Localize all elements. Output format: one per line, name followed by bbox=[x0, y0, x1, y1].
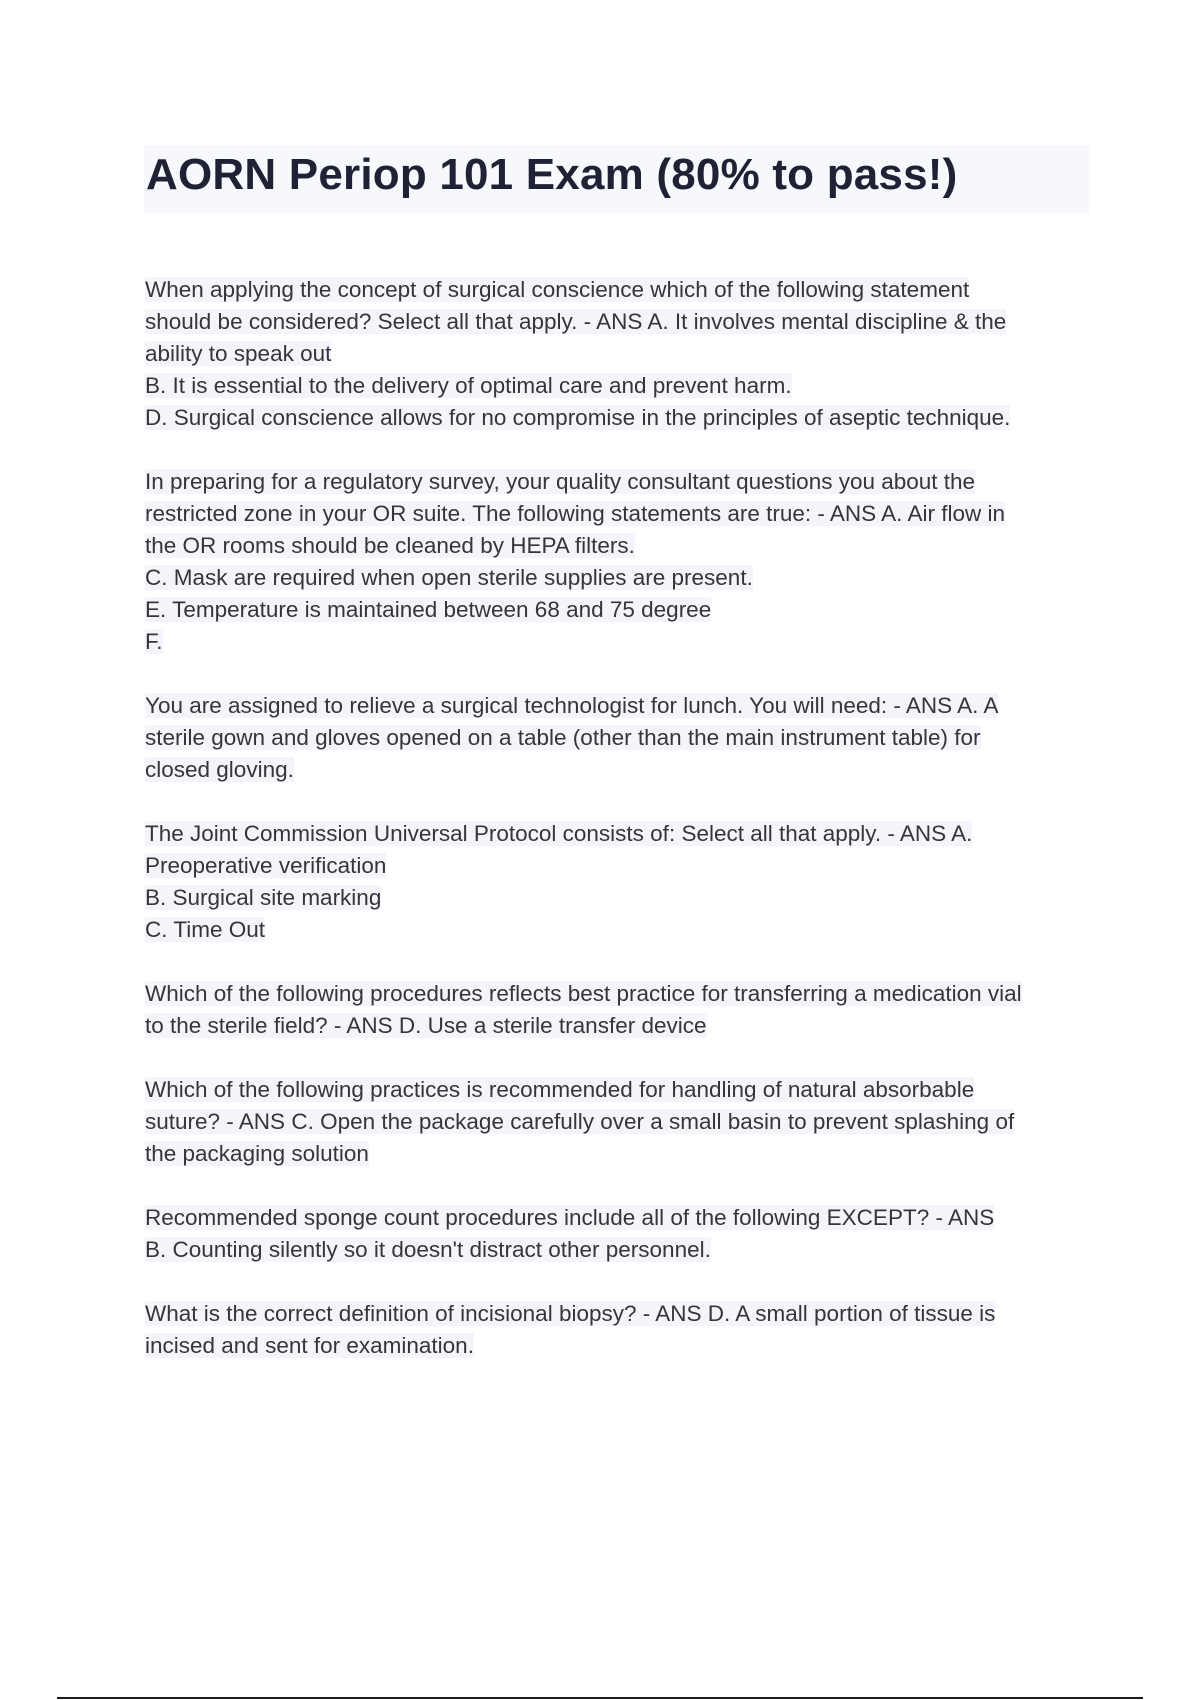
qa-line: the packaging solution bbox=[145, 1141, 369, 1166]
qa-line: B. It is essential to the delivery of optimal care and prevent harm. bbox=[145, 373, 792, 398]
qa-line: incised and sent for examination. bbox=[145, 1333, 474, 1358]
qa-line: suture? - ANS C. Open the package carefully over a small basin to prevent splashing of bbox=[145, 1109, 1015, 1134]
qa-line: should be considered? Select all that apply. - ANS A. It involves mental discipline & the bbox=[145, 309, 1007, 334]
qa-line: Which of the following practices is recommended for handling of natural absorbable bbox=[145, 1077, 975, 1102]
qa-line: F. bbox=[145, 629, 163, 654]
qa-item bbox=[145, 818, 1095, 946]
qa-line: Which of the following procedures reflects best practice for transferring a medication vial bbox=[145, 981, 1022, 1006]
title-block bbox=[144, 145, 1089, 213]
qa-line: The Joint Commission Universal Protocol consists of: Select all that apply. - ANS A. bbox=[145, 821, 973, 846]
qa-item bbox=[145, 466, 1095, 658]
qa-line: When applying the concept of surgical conscience which of the following statement bbox=[145, 277, 970, 302]
qa-line: Recommended sponge count procedures include all of the following EXCEPT? - ANS bbox=[145, 1205, 995, 1230]
qa-list bbox=[145, 274, 1095, 1394]
qa-line: closed gloving. bbox=[145, 757, 294, 782]
qa-item bbox=[145, 690, 1095, 786]
qa-line: D. Surgical conscience allows for no compromise in the principles of aseptic technique. bbox=[145, 405, 1011, 430]
qa-item bbox=[145, 1298, 1095, 1362]
qa-line: C. Time Out bbox=[145, 917, 266, 942]
qa-item bbox=[145, 1074, 1095, 1170]
qa-line: Preoperative verification bbox=[145, 853, 387, 878]
qa-line: What is the correct definition of incisional biopsy? - ANS D. A small portion of tissue is bbox=[145, 1301, 996, 1326]
qa-line: C. Mask are required when open sterile supplies are present. bbox=[145, 565, 753, 590]
qa-line: You are assigned to relieve a surgical technologist for lunch. You will need: - ANS A. A bbox=[145, 693, 999, 718]
qa-line: restricted zone in your OR suite. The following statements are true: - ANS A. Air flow in bbox=[145, 501, 1005, 526]
qa-line: B. Counting silently so it doesn't distract other personnel. bbox=[145, 1237, 711, 1262]
qa-item bbox=[145, 978, 1095, 1042]
qa-line: sterile gown and gloves opened on a table (other than the main instrument table) for bbox=[145, 725, 981, 750]
qa-line: ability to speak out bbox=[145, 341, 332, 366]
page-title: AORN Periop 101 Exam (80% to pass!) bbox=[146, 150, 958, 199]
qa-item bbox=[145, 1202, 1095, 1266]
qa-line: In preparing for a regulatory survey, your quality consultant questions you about the bbox=[145, 469, 976, 494]
footer-rule bbox=[57, 1697, 1143, 1699]
qa-line: E. Temperature is maintained between 68 and 75 degree bbox=[145, 597, 712, 622]
qa-item bbox=[145, 274, 1095, 434]
qa-line: the OR rooms should be cleaned by HEPA filters. bbox=[145, 533, 635, 558]
qa-line: to the sterile field? - ANS D. Use a sterile transfer device bbox=[145, 1013, 707, 1038]
qa-line: B. Surgical site marking bbox=[145, 885, 382, 910]
